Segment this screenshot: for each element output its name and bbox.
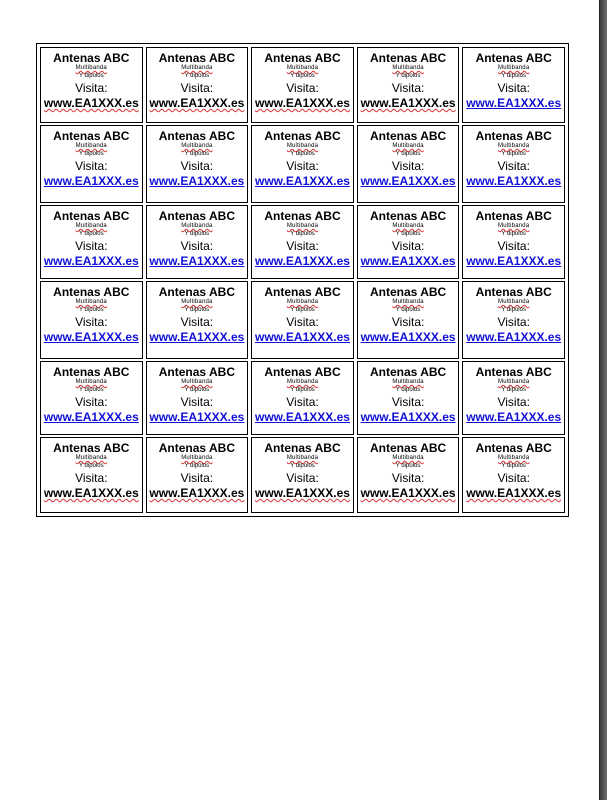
label-subtitle-2: Y dipolos xyxy=(501,73,526,79)
label-title: Antenas ABC xyxy=(264,441,341,455)
label-url-link[interactable]: www.EA1XXX.es xyxy=(43,410,139,424)
label-title: Antenas ABC xyxy=(475,129,552,143)
label-url-link[interactable]: www.EA1XXX.es xyxy=(255,410,350,424)
label-title: Antenas ABC xyxy=(158,285,235,299)
label-cell xyxy=(357,437,460,513)
label-subtitle-2: Y dipolos xyxy=(501,307,526,313)
label-visit-text: Visita: xyxy=(391,239,425,253)
label-cell xyxy=(357,361,460,435)
label-title: Antenas ABC xyxy=(264,129,341,143)
label-subtitle-2: Y dipolos xyxy=(184,387,210,393)
label-subtitle: Multibanda xyxy=(498,143,530,149)
label-subtitle: Multibanda xyxy=(75,299,107,305)
label-visit-text: Visita: xyxy=(497,159,530,173)
label-title: Antenas ABC xyxy=(369,285,447,299)
label-title: Antenas ABC xyxy=(53,129,130,143)
label-url-text: www.EA1XXX.es xyxy=(255,96,350,110)
label-url-link[interactable]: www.EA1XXX.es xyxy=(466,96,562,110)
label-url-link[interactable]: www.EA1XXX.es xyxy=(43,174,139,188)
label-subtitle: Multibanda xyxy=(498,223,530,229)
label-cell xyxy=(146,281,249,359)
label-url-text: www.EA1XXX.es xyxy=(149,486,245,500)
label-visit-text: Visita: xyxy=(497,471,530,485)
label-subtitle-2: Y dipolos xyxy=(79,463,104,469)
label-cell xyxy=(40,361,143,435)
label-title: Antenas ABC xyxy=(369,365,447,379)
label-visit-text: Visita: xyxy=(286,395,319,409)
label-visit-text: Visita: xyxy=(391,471,425,485)
label-visit-text: Visita: xyxy=(497,395,530,409)
label-title: Antenas ABC xyxy=(264,51,341,65)
label-subtitle-2: Y dipolos xyxy=(184,151,210,157)
label-title: Antenas ABC xyxy=(158,51,235,65)
label-subtitle-2: Y dipolos xyxy=(395,231,421,237)
label-title: Antenas ABC xyxy=(53,441,130,455)
label-subtitle-2: Y dipolos xyxy=(501,463,526,469)
label-subtitle-2: Y dipolos xyxy=(184,463,210,469)
label-subtitle-2: Y dipolos xyxy=(79,73,104,79)
label-subtitle-2: Y dipolos xyxy=(501,231,526,237)
label-url-text: www.EA1XXX.es xyxy=(466,486,562,500)
label-url-text: www.EA1XXX.es xyxy=(255,486,350,500)
label-cell xyxy=(462,361,565,435)
label-url-link[interactable]: www.EA1XXX.es xyxy=(255,174,350,188)
label-title: Antenas ABC xyxy=(53,365,130,379)
label-subtitle-2: Y dipolos xyxy=(79,231,104,237)
label-title: Antenas ABC xyxy=(158,441,235,455)
label-subtitle: Multibanda xyxy=(392,223,424,229)
label-subtitle-2: Y dipolos xyxy=(395,387,421,393)
label-visit-text: Visita: xyxy=(180,395,214,409)
label-title: Antenas ABC xyxy=(475,285,552,299)
label-title: Antenas ABC xyxy=(53,51,130,65)
label-url-link[interactable]: www.EA1XXX.es xyxy=(360,254,456,268)
label-sheet-table xyxy=(36,43,569,517)
label-cell xyxy=(146,361,249,435)
label-title: Antenas ABC xyxy=(369,129,447,143)
label-visit-text: Visita: xyxy=(75,471,108,485)
label-subtitle: Multibanda xyxy=(75,223,107,229)
label-subtitle: Multibanda xyxy=(181,455,213,461)
label-cell xyxy=(357,47,460,123)
label-visit-text: Visita: xyxy=(497,315,530,329)
label-title: Antenas ABC xyxy=(158,209,235,223)
label-visit-text: Visita: xyxy=(75,395,108,409)
label-url-link[interactable]: www.EA1XXX.es xyxy=(466,330,562,344)
label-cell xyxy=(251,205,354,279)
label-subtitle: Multibanda xyxy=(181,299,213,305)
label-title: Antenas ABC xyxy=(369,441,447,455)
label-subtitle: Multibanda xyxy=(75,65,107,71)
label-cell xyxy=(462,47,565,123)
label-subtitle: Multibanda xyxy=(392,455,424,461)
label-visit-text: Visita: xyxy=(286,81,319,95)
label-subtitle-2: Y dipolos xyxy=(395,73,421,79)
label-visit-text: Visita: xyxy=(497,81,530,95)
label-cell xyxy=(40,125,143,203)
label-cell xyxy=(40,437,143,513)
label-cell xyxy=(357,205,460,279)
label-title: Antenas ABC xyxy=(264,365,341,379)
label-visit-text: Visita: xyxy=(75,159,108,173)
label-visit-text: Visita: xyxy=(180,81,214,95)
label-subtitle-2: Y dipolos xyxy=(501,387,526,393)
label-visit-text: Visita: xyxy=(286,239,319,253)
label-cell xyxy=(462,205,565,279)
label-subtitle-2: Y dipolos xyxy=(79,387,104,393)
label-cell xyxy=(462,437,565,513)
label-visit-text: Visita: xyxy=(391,315,425,329)
label-subtitle: Multibanda xyxy=(498,299,530,305)
label-grid xyxy=(40,47,565,513)
label-title: Antenas ABC xyxy=(264,209,341,223)
label-cell xyxy=(251,125,354,203)
label-title: Antenas ABC xyxy=(475,365,552,379)
label-visit-text: Visita: xyxy=(391,159,425,173)
label-subtitle: Multibanda xyxy=(286,65,319,71)
label-cell xyxy=(40,47,143,123)
label-subtitle: Multibanda xyxy=(392,299,424,305)
label-cell xyxy=(251,281,354,359)
label-visit-text: Visita: xyxy=(497,239,530,253)
label-cell xyxy=(146,125,249,203)
label-title: Antenas ABC xyxy=(369,51,447,65)
label-subtitle: Multibanda xyxy=(181,379,213,385)
label-cell xyxy=(251,361,354,435)
label-cell xyxy=(357,125,460,203)
label-url-link[interactable]: www.EA1XXX.es xyxy=(149,410,245,424)
label-title: Antenas ABC xyxy=(475,441,552,455)
label-subtitle: Multibanda xyxy=(75,143,107,149)
label-subtitle: Multibanda xyxy=(286,223,319,229)
label-subtitle-2: Y dipolos xyxy=(395,463,421,469)
label-subtitle-2: Y dipolos xyxy=(290,463,315,469)
label-subtitle-2: Y dipolos xyxy=(290,231,315,237)
label-subtitle: Multibanda xyxy=(498,455,530,461)
label-url-link[interactable]: www.EA1XXX.es xyxy=(466,410,562,424)
label-subtitle: Multibanda xyxy=(392,379,424,385)
label-url-link[interactable]: www.EA1XXX.es xyxy=(149,174,245,188)
label-url-text: www.EA1XXX.es xyxy=(360,486,456,500)
label-cell xyxy=(251,47,354,123)
label-subtitle: Multibanda xyxy=(181,143,213,149)
label-subtitle-2: Y dipolos xyxy=(79,151,104,157)
label-subtitle: Multibanda xyxy=(498,65,530,71)
label-subtitle-2: Y dipolos xyxy=(290,73,315,79)
label-subtitle: Multibanda xyxy=(392,65,424,71)
label-cell xyxy=(462,281,565,359)
label-visit-text: Visita: xyxy=(286,315,319,329)
label-cell xyxy=(251,437,354,513)
label-url-text: www.EA1XXX.es xyxy=(43,96,139,110)
label-url-link[interactable]: www.EA1XXX.es xyxy=(255,330,350,344)
label-subtitle: Multibanda xyxy=(286,455,319,461)
label-visit-text: Visita: xyxy=(180,471,214,485)
label-title: Antenas ABC xyxy=(264,285,341,299)
label-title: Antenas ABC xyxy=(475,209,552,223)
label-url-link[interactable]: www.EA1XXX.es xyxy=(360,410,456,424)
label-subtitle-2: Y dipolos xyxy=(501,151,526,157)
label-subtitle-2: Y dipolos xyxy=(290,151,315,157)
label-cell xyxy=(462,125,565,203)
label-visit-text: Visita: xyxy=(75,239,108,253)
label-subtitle: Multibanda xyxy=(286,143,319,149)
label-visit-text: Visita: xyxy=(180,159,214,173)
label-url-link[interactable]: www.EA1XXX.es xyxy=(43,254,139,268)
label-title: Antenas ABC xyxy=(53,285,130,299)
label-url-link[interactable]: www.EA1XXX.es xyxy=(255,254,350,268)
label-visit-text: Visita: xyxy=(286,159,319,173)
label-subtitle: Multibanda xyxy=(498,379,530,385)
label-url-text: www.EA1XXX.es xyxy=(149,96,245,110)
label-subtitle: Multibanda xyxy=(75,455,107,461)
label-visit-text: Visita: xyxy=(391,395,425,409)
label-subtitle: Multibanda xyxy=(286,299,319,305)
label-visit-text: Visita: xyxy=(286,471,319,485)
label-subtitle-2: Y dipolos xyxy=(395,307,421,313)
label-title: Antenas ABC xyxy=(475,51,552,65)
label-cell xyxy=(40,281,143,359)
label-title: Antenas ABC xyxy=(53,209,130,223)
label-subtitle-2: Y dipolos xyxy=(79,307,104,313)
label-subtitle-2: Y dipolos xyxy=(290,307,315,313)
label-subtitle: Multibanda xyxy=(286,379,319,385)
label-cell xyxy=(146,205,249,279)
label-title: Antenas ABC xyxy=(158,365,235,379)
label-visit-text: Visita: xyxy=(75,81,108,95)
label-visit-text: Visita: xyxy=(391,81,425,95)
label-visit-text: Visita: xyxy=(75,315,108,329)
page-edge-shadow xyxy=(600,0,607,800)
label-subtitle-2: Y dipolos xyxy=(184,73,210,79)
label-url-text: www.EA1XXX.es xyxy=(360,96,456,110)
label-cell xyxy=(146,437,249,513)
label-url-link[interactable]: www.EA1XXX.es xyxy=(466,174,562,188)
label-url-text: www.EA1XXX.es xyxy=(43,486,139,500)
label-subtitle: Multibanda xyxy=(181,223,213,229)
label-subtitle-2: Y dipolos xyxy=(184,231,210,237)
label-subtitle-2: Y dipolos xyxy=(184,307,210,313)
label-url-link[interactable]: www.EA1XXX.es xyxy=(360,330,456,344)
label-subtitle: Multibanda xyxy=(181,65,213,71)
label-url-link[interactable]: www.EA1XXX.es xyxy=(149,254,245,268)
label-url-link[interactable]: www.EA1XXX.es xyxy=(43,330,139,344)
label-url-link[interactable]: www.EA1XXX.es xyxy=(360,174,456,188)
label-visit-text: Visita: xyxy=(180,315,214,329)
label-title: Antenas ABC xyxy=(369,209,447,223)
label-subtitle-2: Y dipolos xyxy=(395,151,421,157)
label-url-link[interactable]: www.EA1XXX.es xyxy=(149,330,245,344)
label-title: Antenas ABC xyxy=(158,129,235,143)
label-visit-text: Visita: xyxy=(180,239,214,253)
label-cell xyxy=(40,205,143,279)
label-subtitle: Multibanda xyxy=(392,143,424,149)
label-cell xyxy=(357,281,460,359)
label-url-link[interactable]: www.EA1XXX.es xyxy=(466,254,562,268)
label-subtitle-2: Y dipolos xyxy=(290,387,315,393)
label-cell xyxy=(146,47,249,123)
label-subtitle: Multibanda xyxy=(75,379,107,385)
